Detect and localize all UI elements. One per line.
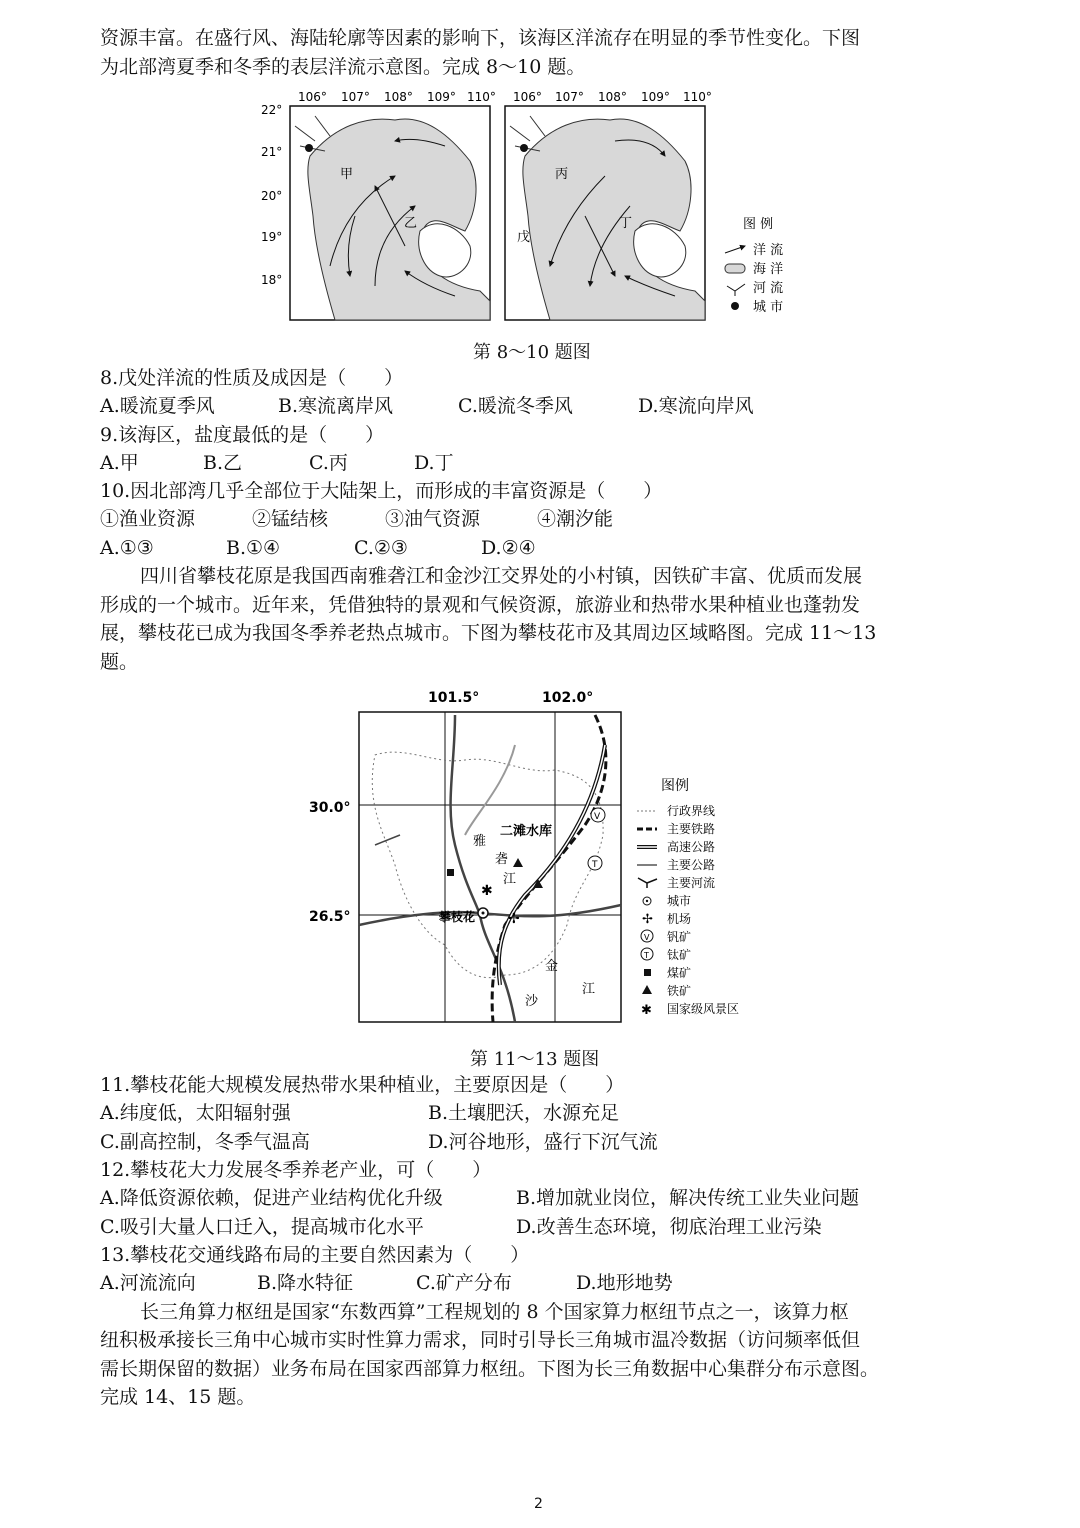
q12-option-d[interactable]: D.改善生态环境，彻底治理工业污染 <box>516 1216 822 1238</box>
legend-item: 河 流 <box>753 281 784 296</box>
page-number: 2 <box>534 1496 543 1512</box>
intro2-line3: 展，攀枝花已成为我国冬季养老热点城市。下图为攀枝花市及其周边区域略图。完成 11～13 <box>100 622 877 644</box>
intro2-line1: 四川省攀枝花原是我国西南雅砻江和金沙江交界处的小村镇，因铁矿丰富、优质而发展 <box>140 565 863 587</box>
q8-options <box>100 392 754 420</box>
q12-option-b[interactable]: B.增加就业岗位，解决传统工业失业问题 <box>516 1187 860 1209</box>
lat-tick: 30.0° <box>309 800 351 816</box>
lat-tick: 19° <box>261 230 283 244</box>
q10-option-a[interactable]: A.①③ <box>100 537 154 559</box>
q13-options <box>100 1269 673 1297</box>
legend-item: 机场 <box>667 912 692 926</box>
legend-item: 铁矿 <box>667 984 692 998</box>
lon-tick: 108° <box>384 90 413 104</box>
label-ya: 雅 <box>473 834 487 849</box>
lon-tick: 107° <box>341 90 370 104</box>
svg-text:✢: ✢ <box>508 911 520 927</box>
figure1-caption: 第 8～10 题图 <box>473 342 591 363</box>
legend-item: 国家级风景区 <box>667 1002 740 1016</box>
intro3-line4: 完成 14、15 题。 <box>100 1386 256 1408</box>
svg-text:✢: ✢ <box>642 912 653 927</box>
intro2-line2: 形成的一个城市。近年来，凭借独特的景观和气候资源，旅游业和热带水果种植业也蓬勃发 <box>100 594 861 616</box>
q8-option-b[interactable]: B.寒流离岸风 <box>278 395 394 417</box>
legend-title: 图例 <box>661 778 689 794</box>
q11-option-c[interactable]: C.副高控制，冬季气温高 <box>100 1131 310 1153</box>
legend-title: 图 例 <box>743 217 774 232</box>
legend-item: 城市 <box>667 894 692 908</box>
intro3-line3: 需长期保留的数据）业务布局在国家西部算力枢纽。下图为长三角数据中心集群分布示意图。 <box>100 1358 880 1380</box>
q8-option-c[interactable]: C.暖流冬季风 <box>458 395 573 417</box>
legend-item: 主要河流 <box>667 876 716 890</box>
q9-option-c[interactable]: C.丙 <box>309 452 348 474</box>
q9-options <box>100 449 454 477</box>
legend-item: 煤矿 <box>667 966 692 980</box>
legend-item: 高速公路 <box>667 840 716 854</box>
figure2-caption: 第 11～13 题图 <box>470 1049 600 1070</box>
label-jin: 金 <box>545 959 559 974</box>
label-jiang1: 江 <box>503 872 517 887</box>
lon-tick: 110° <box>683 90 712 104</box>
intro1-line2: 为北部湾夏季和冬季的表层洋流示意图。完成 8～10 题。 <box>100 56 586 78</box>
intro2-line4: 题。 <box>100 651 139 673</box>
svg-text:✱: ✱ <box>481 883 493 899</box>
q10-options <box>100 534 536 562</box>
lat-tick: 18° <box>261 273 283 287</box>
legend-item: 主要公路 <box>667 858 716 872</box>
lat-tick: 21° <box>261 145 283 159</box>
q10-option-c[interactable]: C.②③ <box>354 537 408 559</box>
intro1-line1: 资源丰富。在盛行风、海陆轮廓等因素的影响下，该海区洋流存在明显的季节性变化。下图 <box>100 27 861 49</box>
lon-tick: 109° <box>641 90 670 104</box>
label-panzhihua-city: 攀枝花 <box>439 910 476 924</box>
svg-text:V: V <box>594 812 601 822</box>
intro3-line1: 长三角算力枢纽是国家“东数西算”工程规划的 8 个国家算力枢纽节点之一，该算力枢 <box>140 1301 849 1323</box>
legend-item: 钛矿 <box>667 948 692 962</box>
label-jiang2: 江 <box>582 982 596 997</box>
q12-option-a[interactable]: A.降低资源依赖，促进产业结构优化升级 <box>100 1187 443 1209</box>
legend-item: 主要铁路 <box>667 822 716 836</box>
lat-tick: 20° <box>261 189 283 203</box>
q11-options-row2 <box>100 1128 658 1156</box>
label-jia: 甲 <box>340 167 354 182</box>
q11-option-d[interactable]: D.河谷地形，盛行下沉气流 <box>428 1131 658 1153</box>
q8-option-d[interactable]: D.寒流向岸风 <box>638 395 754 417</box>
lon-tick: 102.0° <box>542 690 594 706</box>
lon-tick: 109° <box>427 90 456 104</box>
lon-tick: 106° <box>298 90 327 104</box>
lat-tick: 26.5° <box>309 909 351 925</box>
q11-option-b[interactable]: B.土壤肥沃，水源充足 <box>428 1102 620 1124</box>
lon-tick: 101.5° <box>428 690 480 706</box>
legend-item: 城 市 <box>753 300 784 315</box>
lon-tick: 110° <box>467 90 496 104</box>
legend-item: 洋 流 <box>753 243 784 258</box>
legend-item: 海 洋 <box>753 262 784 277</box>
intro3-line2: 纽积极承接长三角中心城市实时性算力需求，同时引导长三角城市温冷数据（访问频率低但 <box>100 1329 861 1351</box>
q9-stem: 9.该海区，盐度最低的是（ ） <box>100 424 385 446</box>
q12-options-row1 <box>100 1184 859 1212</box>
winter-panel <box>505 90 712 320</box>
q13-stem: 13.攀枝花交通线路布局的主要自然因素为（ ） <box>100 1244 530 1266</box>
q9-option-d[interactable]: D.丁 <box>414 452 454 474</box>
q13-option-c[interactable]: C.矿产分布 <box>416 1272 512 1294</box>
q10-stem: 10.因北部湾几乎全部位于大陆架上，而形成的丰富资源是（ ） <box>100 480 663 502</box>
q10-option-b[interactable]: B.①④ <box>226 537 281 559</box>
q8-stem: 8.戊处洋流的性质及成因是（ ） <box>100 367 404 389</box>
legend <box>637 778 739 1018</box>
q10-items: ①渔业资源 ②锰结核 ③油气资源 ④潮汐能 <box>100 508 614 530</box>
figure-ocean-currents <box>255 86 815 331</box>
q13-option-d[interactable]: D.地形地势 <box>576 1272 673 1294</box>
label-wu: 戊 <box>517 230 531 245</box>
q11-option-a[interactable]: A.纬度低，太阳辐射强 <box>100 1102 291 1124</box>
svg-text:T: T <box>592 860 598 870</box>
summer-panel <box>261 90 496 320</box>
svg-text:✱: ✱ <box>641 1003 652 1018</box>
q12-option-c[interactable]: C.吸引大量人口迁入，提高城市化水平 <box>100 1216 424 1238</box>
label-sha: 沙 <box>525 994 539 1009</box>
q11-stem: 11.攀枝花能大规模发展热带水果种植业，主要原因是（ ） <box>100 1074 625 1096</box>
legend <box>725 217 783 315</box>
figure-panzhihua-map <box>305 685 775 1030</box>
q8-option-a[interactable]: A.暖流夏季风 <box>100 395 215 417</box>
lon-tick: 107° <box>555 90 584 104</box>
q10-option-d[interactable]: D.②④ <box>481 537 536 559</box>
q12-options-row2 <box>100 1213 822 1241</box>
label-reservoir: 二滩水库 <box>500 824 553 839</box>
q11-options-row1 <box>100 1099 619 1127</box>
label-bing: 丙 <box>555 167 569 182</box>
lon-tick: 106° <box>513 90 542 104</box>
q13-option-a[interactable]: A.河流流向 <box>100 1272 196 1294</box>
label-ding: 丁 <box>619 216 633 231</box>
q13-option-b[interactable]: B.降水特征 <box>257 1272 354 1294</box>
lon-tick: 108° <box>598 90 627 104</box>
svg-text:V: V <box>644 933 650 942</box>
legend-item: 钒矿 <box>667 930 692 944</box>
label-yi: 乙 <box>404 216 418 231</box>
lat-tick: 22° <box>261 103 283 117</box>
q9-option-b[interactable]: B.乙 <box>203 452 243 474</box>
legend-item: 行政界线 <box>667 804 716 818</box>
q12-stem: 12.攀枝花大力发展冬季养老产业，可（ ） <box>100 1159 492 1181</box>
svg-text:T: T <box>644 951 649 960</box>
q9-option-a[interactable]: A.甲 <box>100 452 139 474</box>
label-long: 砻 <box>495 852 509 867</box>
